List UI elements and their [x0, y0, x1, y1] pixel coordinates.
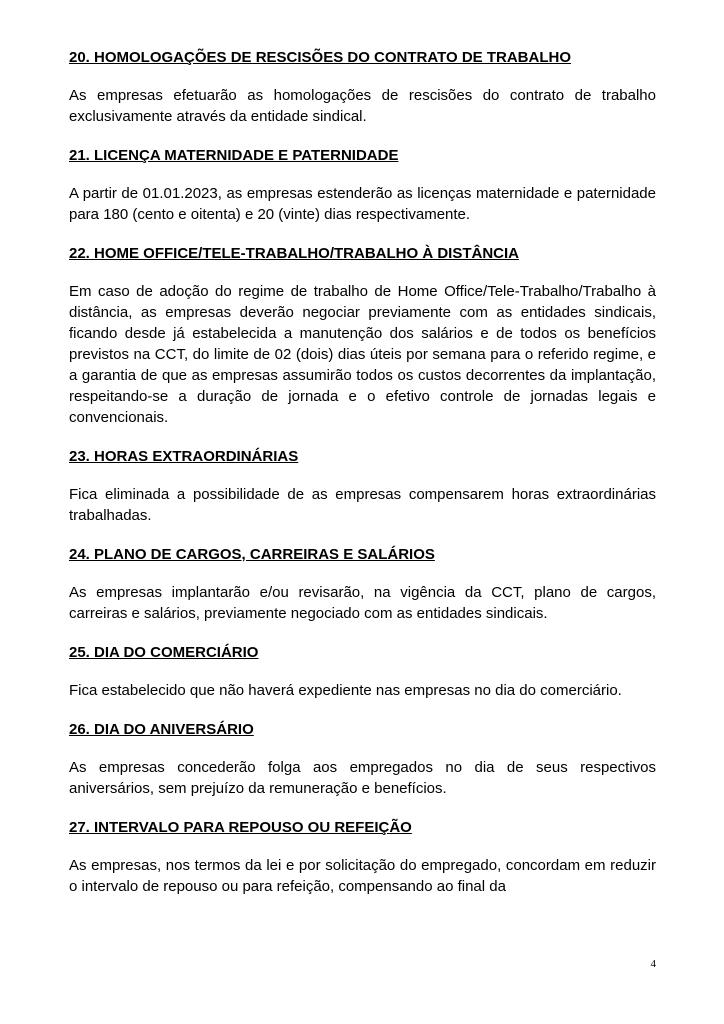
section-text-23: Fica eliminada a possibilidade de as empresas compensarem horas extraordinárias trabalhadas.: [69, 486, 656, 524]
section-heading-24: 24. PLANO DE CARGOS, CARREIRAS E SALÁRIOS: [69, 546, 435, 563]
section-text-27: As empresas, nos termos da lei e por solicitação do empregado, concordam em reduzir o intervalo de repouso ou para refeição, compensando ao final da: [69, 857, 656, 895]
section-text-26: As empresas concederão folga aos empregados no dia de seus respectivos aniversários, sem prejuízo da remuneração e benefícios.: [69, 759, 656, 797]
section-heading-25: 25. DIA DO COMERCIÁRIO: [69, 644, 259, 661]
section-heading-23: 23. HORAS EXTRAORDINÁRIAS: [69, 448, 299, 465]
document-body: [69, 48, 656, 897]
section-heading-22: 22. HOME OFFICE/TELE-TRABALHO/TRABALHO À DISTÂNCIA: [69, 245, 519, 262]
section-heading-21: 21. LICENÇA MATERNIDADE E PATERNIDADE: [69, 147, 399, 164]
section-text-20: As empresas efetuarão as homologações de rescisões do contrato de trabalho exclusivamente através da entidade sindical.: [69, 87, 656, 125]
section-heading-20: 20. HOMOLOGAÇÕES DE RESCISÕES DO CONTRATO DE TRABALHO: [69, 49, 571, 66]
section-heading-26: 26. DIA DO ANIVERSÁRIO: [69, 721, 254, 738]
section-text-21: A partir de 01.01.2023, as empresas estenderão as licenças maternidade e paternidade para 180 (cento e oitenta) e 20 (vinte) dias respectivamente.: [69, 185, 656, 223]
section-heading-27: 27. INTERVALO PARA REPOUSO OU REFEIÇÃO: [69, 819, 412, 836]
section-text-25: Fica estabelecido que não haverá expediente nas empresas no dia do comerciário.: [69, 682, 622, 699]
section-text-24: As empresas implantarão e/ou revisarão, na vigência da CCT, plano de cargos, carreiras e salários, previamente negociado com as entidades sindicais.: [69, 584, 656, 622]
page-number: 4: [650, 958, 656, 970]
section-text-22: Em caso de adoção do regime de trabalho de Home Office/Tele-Trabalho/Trabalho à distância, as empresas deverão negociar previamente com as entidades sindicais, ficando desde já estabelecida a manutenção dos salários e de todos os benefícios previstos na CCT, do limite de 02 (dois) dias úteis por semana para o referido regime, e a garantia de que as empresas assumirão todos os custos decorrentes da implantação, respeitando-se a duração de jornada e o efetivo controle de jornadas legais e convencionais.: [69, 283, 656, 426]
